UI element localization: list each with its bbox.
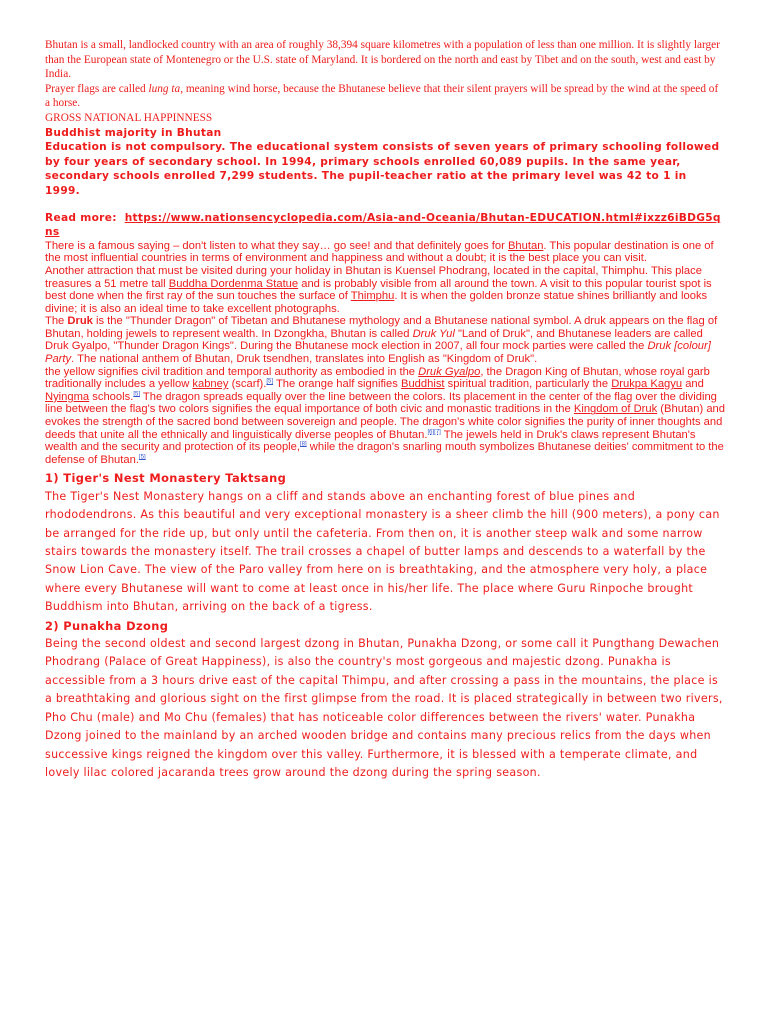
flag-colors-paragraph: the yellow signifies civil tradition and temporal authority as embodied in the Druk Gyalpo, the Dragon King of Bhutan, whose royal garb traditionally includes a yellow kabney (scarf).[5] The orange half signifies Buddhist spiritual tradition, particularly the Drukpa Kagyu and Nyingma schools.[5] The dragon spreads equally over the line between the colors. Its placement in the center of the flag over the dividing line between the flag's two colors signifies the equal importance of both civic and monastic traditions in the Kingdom of Druk (Bhutan) and evokes the strength of the sacred bond between sovereign and people. The dragon's white color signifies the purity of inner thoughts and deeds that unite all the ethnically and linguistically diverse peoples of Bhutan.[6][7] The jewels held in Druk's claws represent Bhutan's wealth and the security and protection of its people,[8] while the dragon's snarling mouth symbolizes Bhutanese deities' commitment to the defense of Bhutan.[5] [45,365,725,466]
tigers-nest-heading: 1) Tiger's Nest Monastery Taktsang [45,471,287,486]
gnh-heading: GROSS NATIONAL HAPPINNESS [45,111,213,124]
reference-link[interactable]: [5] [138,454,146,461]
travel-section [45,240,725,316]
read-more-line: Read more: https://www.nationsencyclopedia.com/Asia-and-Oceania/Bhutan-EDUCATION.html#ixzz6iBDG5qns [45,211,721,239]
intro-paragraph: Bhutan is a small, landlocked country with an area of roughly 38,394 square kilometres with a population of less than one million. It is slightly larger than the European state of Montenegro or the U.S. state of Maryland. It is bordered on the north and east by Tibet and on the south, west and east by India. [45,39,720,81]
education-heading: Buddhist majority in Bhutan [45,126,222,139]
kabney-link[interactable]: kabney [192,378,229,391]
reference-link[interactable]: [6][7] [427,428,441,435]
education-section [45,126,725,240]
kingdom-of-druk-link[interactable]: Kingdom of Druk [573,403,658,416]
tigers-nest-paragraph: The Tiger's Nest Monastery hangs on a cliff and stands above an enchanting forest of blue pines and rhododendrons. As this beautiful and very exceptional monastery is a sheer climb the hill (900 meters), a pony can be arranged for the ride up, but only until the cafeteria. From then on, it is another steep walk and some narrow stairs towards the monastery itself. The trail crosses a chapel of butter lamps and descends to a waterfall by the Snow Lion Cave. The view of the Paro valley from here on is breathtaking, and the atmosphere very holy, a place where every Bhutanese will want to come at least once in his/her life. The place where Guru Rinpoche brought Buddhism into Bhutan, arriving on the back of a tigress. [45,489,720,614]
intro-section [45,38,725,126]
druk-paragraph: The Druk is the "Thunder Dragon" of Tibetan and Bhutanese mythology and a Bhutanese national symbol. A druk appears on the flag of Bhutan, holding jewels to represent wealth. In Dzongkha, Bhutan is called Druk Yul "Land of Druk", and Bhutanese leaders are called Druk Gyalpo, "Thunder Dragon Kings". During the Bhutanese mock election in 2007, all four mock parties were called the Druk [colour] Party. The national anthem of Bhutan, Druk tsendhen, translates into English as "Kingdom of Druk". [45,315,718,366]
famous-saying-paragraph: There is a famous saying – don't listen to what they say… go see! and that definitely goes for Bhutan. This popular destination is one of the most influential countries in terms of environment and happiness and without a doubt; it is the best place you can visit. [45,239,714,265]
reference-link[interactable]: [5] [133,391,140,398]
drukpa-kagyu-link[interactable]: Drukpa Kagyu [611,378,683,391]
punakha-dzong-paragraph: Being the second oldest and second largest dzong in Bhutan, Punakha Dzong, or some call it Pungthang Dewachen Phodrang (Palace of Great Happiness), is also the country's most gorgeous and majestic dzong. Punakha is accessible from a 3 hours drive east of the capital Thimpu, and after crossing a pass in the mountains, the place is a breathtaking and glorious sight on the first glimpse from the road. It is placed strategically in between two rivers, Pho Chu (male) and Mo Chu (females) that has noticeable color differences between the rivers' water. Punakha Dzong joined to the mainland by an arched wooden bridge and contains many precious relics from the days when successive kings reigned the kingdom over this valley. Furthermore, it is blessed with a temperate climate, and lovely lilac colored jacaranda trees grow around the dzong during the spring season. [45,637,723,779]
places-section [45,469,725,782]
druk-section [45,315,725,466]
bhutan-link[interactable]: Bhutan [507,239,544,252]
document-page [45,38,725,782]
reference-link[interactable]: [8] [300,441,307,448]
reference-link[interactable]: [5] [266,378,274,385]
punakha-dzong-heading: 2) Punakha Dzong [45,618,169,633]
kuensel-phodrang-paragraph: Another attraction that must be visited during your holiday in Bhutan is Kuensel Phodrang, located in the capital, Thimphu. This place treasures a 51 metre tall Buddha Dordenma Statue and is probably visible from all around the town. A visit to this popular tourist spot is best done when the first ray of the sun touches the surface of Thimphu. It is when the golden bronze statue shines brilliantly and looks divine; it is also an ideal time to take excellent photographs. [45,264,712,315]
buddhist-link[interactable]: Buddhist [400,378,445,391]
druk-gyalpo-link[interactable]: Druk Gyalpo [418,365,481,378]
thimphu-link[interactable]: Thimphu [350,290,395,303]
nyingma-link[interactable]: Nyingma [45,390,90,403]
read-more-link[interactable]: https://www.nationsencyclopedia.com/Asia-and-Oceania/Bhutan-EDUCATION.html#ixzz6iBDG5qns [45,211,721,239]
buddha-dordenma-link[interactable]: Buddha Dordenma Statue [168,277,299,290]
prayer-flags-paragraph: Prayer flags are called lung ta, meaning wind horse, because the Bhutanese believe that their silent prayers will be spread by the wind at the speed of a horse. [45,82,719,110]
education-paragraph: Education is not compulsory. The educational system consists of seven years of primary schooling followed by four years of secondary school. In 1994, primary schools enrolled 60,089 pupils. In the same year, secondary schools enrolled 7,299 students. The pupil-teacher ratio at the primary level was 42 to 1 in 1999. [45,141,720,197]
